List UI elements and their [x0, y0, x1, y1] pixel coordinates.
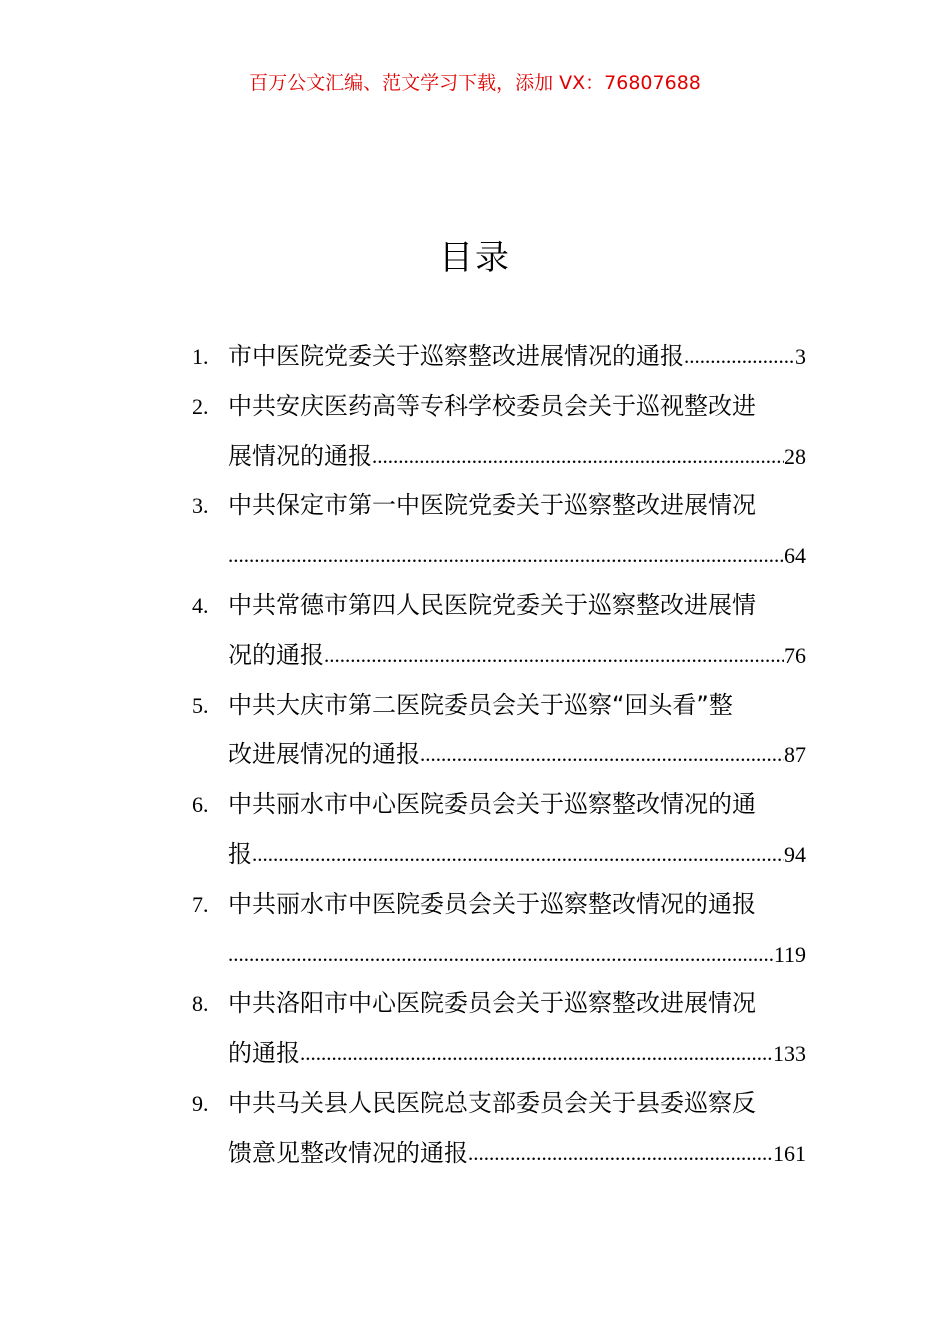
toc-title: 中共常德市第四人民医院党委关于巡察整改进展情 [228, 590, 756, 619]
toc-number: 7. [192, 891, 209, 917]
toc-entry[interactable] [192, 1079, 806, 1179]
toc-title: 中共保定市第一中医院党委关于巡察整改进展情况 [228, 491, 756, 520]
toc-title-continued: 馈意见整改情况的通报 [228, 1138, 468, 1167]
toc-title-continued: 展情况的通报 [228, 441, 372, 470]
dot-leader [300, 1029, 773, 1079]
toc-page-number: 161 [773, 1140, 806, 1166]
watermark-header: 百万公文汇编、范文学习下载，添加 VX：76807688 [249, 72, 701, 94]
toc-entry[interactable] [192, 979, 806, 1079]
toc-entry[interactable] [192, 681, 806, 781]
toc-entry[interactable] [192, 382, 806, 482]
toc-title: 中共马关县人民医院总支部委员会关于县委巡察反 [228, 1088, 756, 1117]
toc-page-number: 28 [784, 443, 806, 469]
page-title: 目录 [439, 238, 511, 278]
toc-title: 中共安庆医药高等专科学校委员会关于巡视整改进 [228, 391, 756, 420]
dot-leader [228, 531, 784, 581]
table-of-contents [192, 332, 806, 1179]
toc-title-continued: 改进展情况的通报 [228, 740, 420, 769]
dot-leader [252, 830, 784, 880]
toc-number: 1. [192, 344, 209, 369]
toc-page-number: 119 [773, 941, 806, 967]
dot-leader [372, 432, 784, 482]
toc-entry[interactable] [192, 780, 806, 880]
toc-title: 市中医院党委关于巡察整改进展情况的通报 [228, 342, 684, 370]
toc-number: 8. [192, 991, 209, 1017]
toc-number: 9. [192, 1090, 209, 1116]
dot-leader [420, 730, 784, 780]
toc-title-continued: 况的通报 [228, 640, 324, 669]
toc-page-number: 133 [773, 1041, 806, 1067]
toc-title: 中共丽水市中心医院委员会关于巡察整改情况的通 [228, 790, 756, 819]
toc-number: 6. [192, 792, 209, 818]
toc-title-continued: 报 [228, 839, 252, 868]
toc-entry[interactable] [192, 880, 806, 980]
toc-title: 中共大庆市第二医院委员会关于巡察“回头看”整 [228, 690, 733, 719]
toc-page-number: 94 [784, 841, 806, 867]
toc-page-number: 3 [795, 344, 806, 369]
toc-entry[interactable] [192, 481, 806, 581]
toc-page-number: 87 [784, 742, 806, 768]
dot-leader [228, 930, 774, 980]
toc-page-number: 64 [784, 543, 806, 569]
dot-leader [324, 631, 784, 681]
toc-number: 5. [192, 692, 209, 718]
dot-leader [684, 332, 795, 382]
toc-page-number: 76 [784, 642, 806, 668]
toc-title-continued: 的通报 [228, 1039, 300, 1068]
toc-entry[interactable] [192, 332, 806, 382]
toc-entry[interactable] [192, 581, 806, 681]
toc-title: 中共丽水市中医院委员会关于巡察整改情况的通报 [228, 889, 756, 918]
toc-number: 3. [192, 493, 209, 519]
toc-number: 2. [192, 393, 209, 419]
toc-title: 中共洛阳市中心医院委员会关于巡察整改进展情况 [228, 989, 756, 1018]
toc-number: 4. [192, 592, 209, 618]
dot-leader [468, 1129, 773, 1179]
